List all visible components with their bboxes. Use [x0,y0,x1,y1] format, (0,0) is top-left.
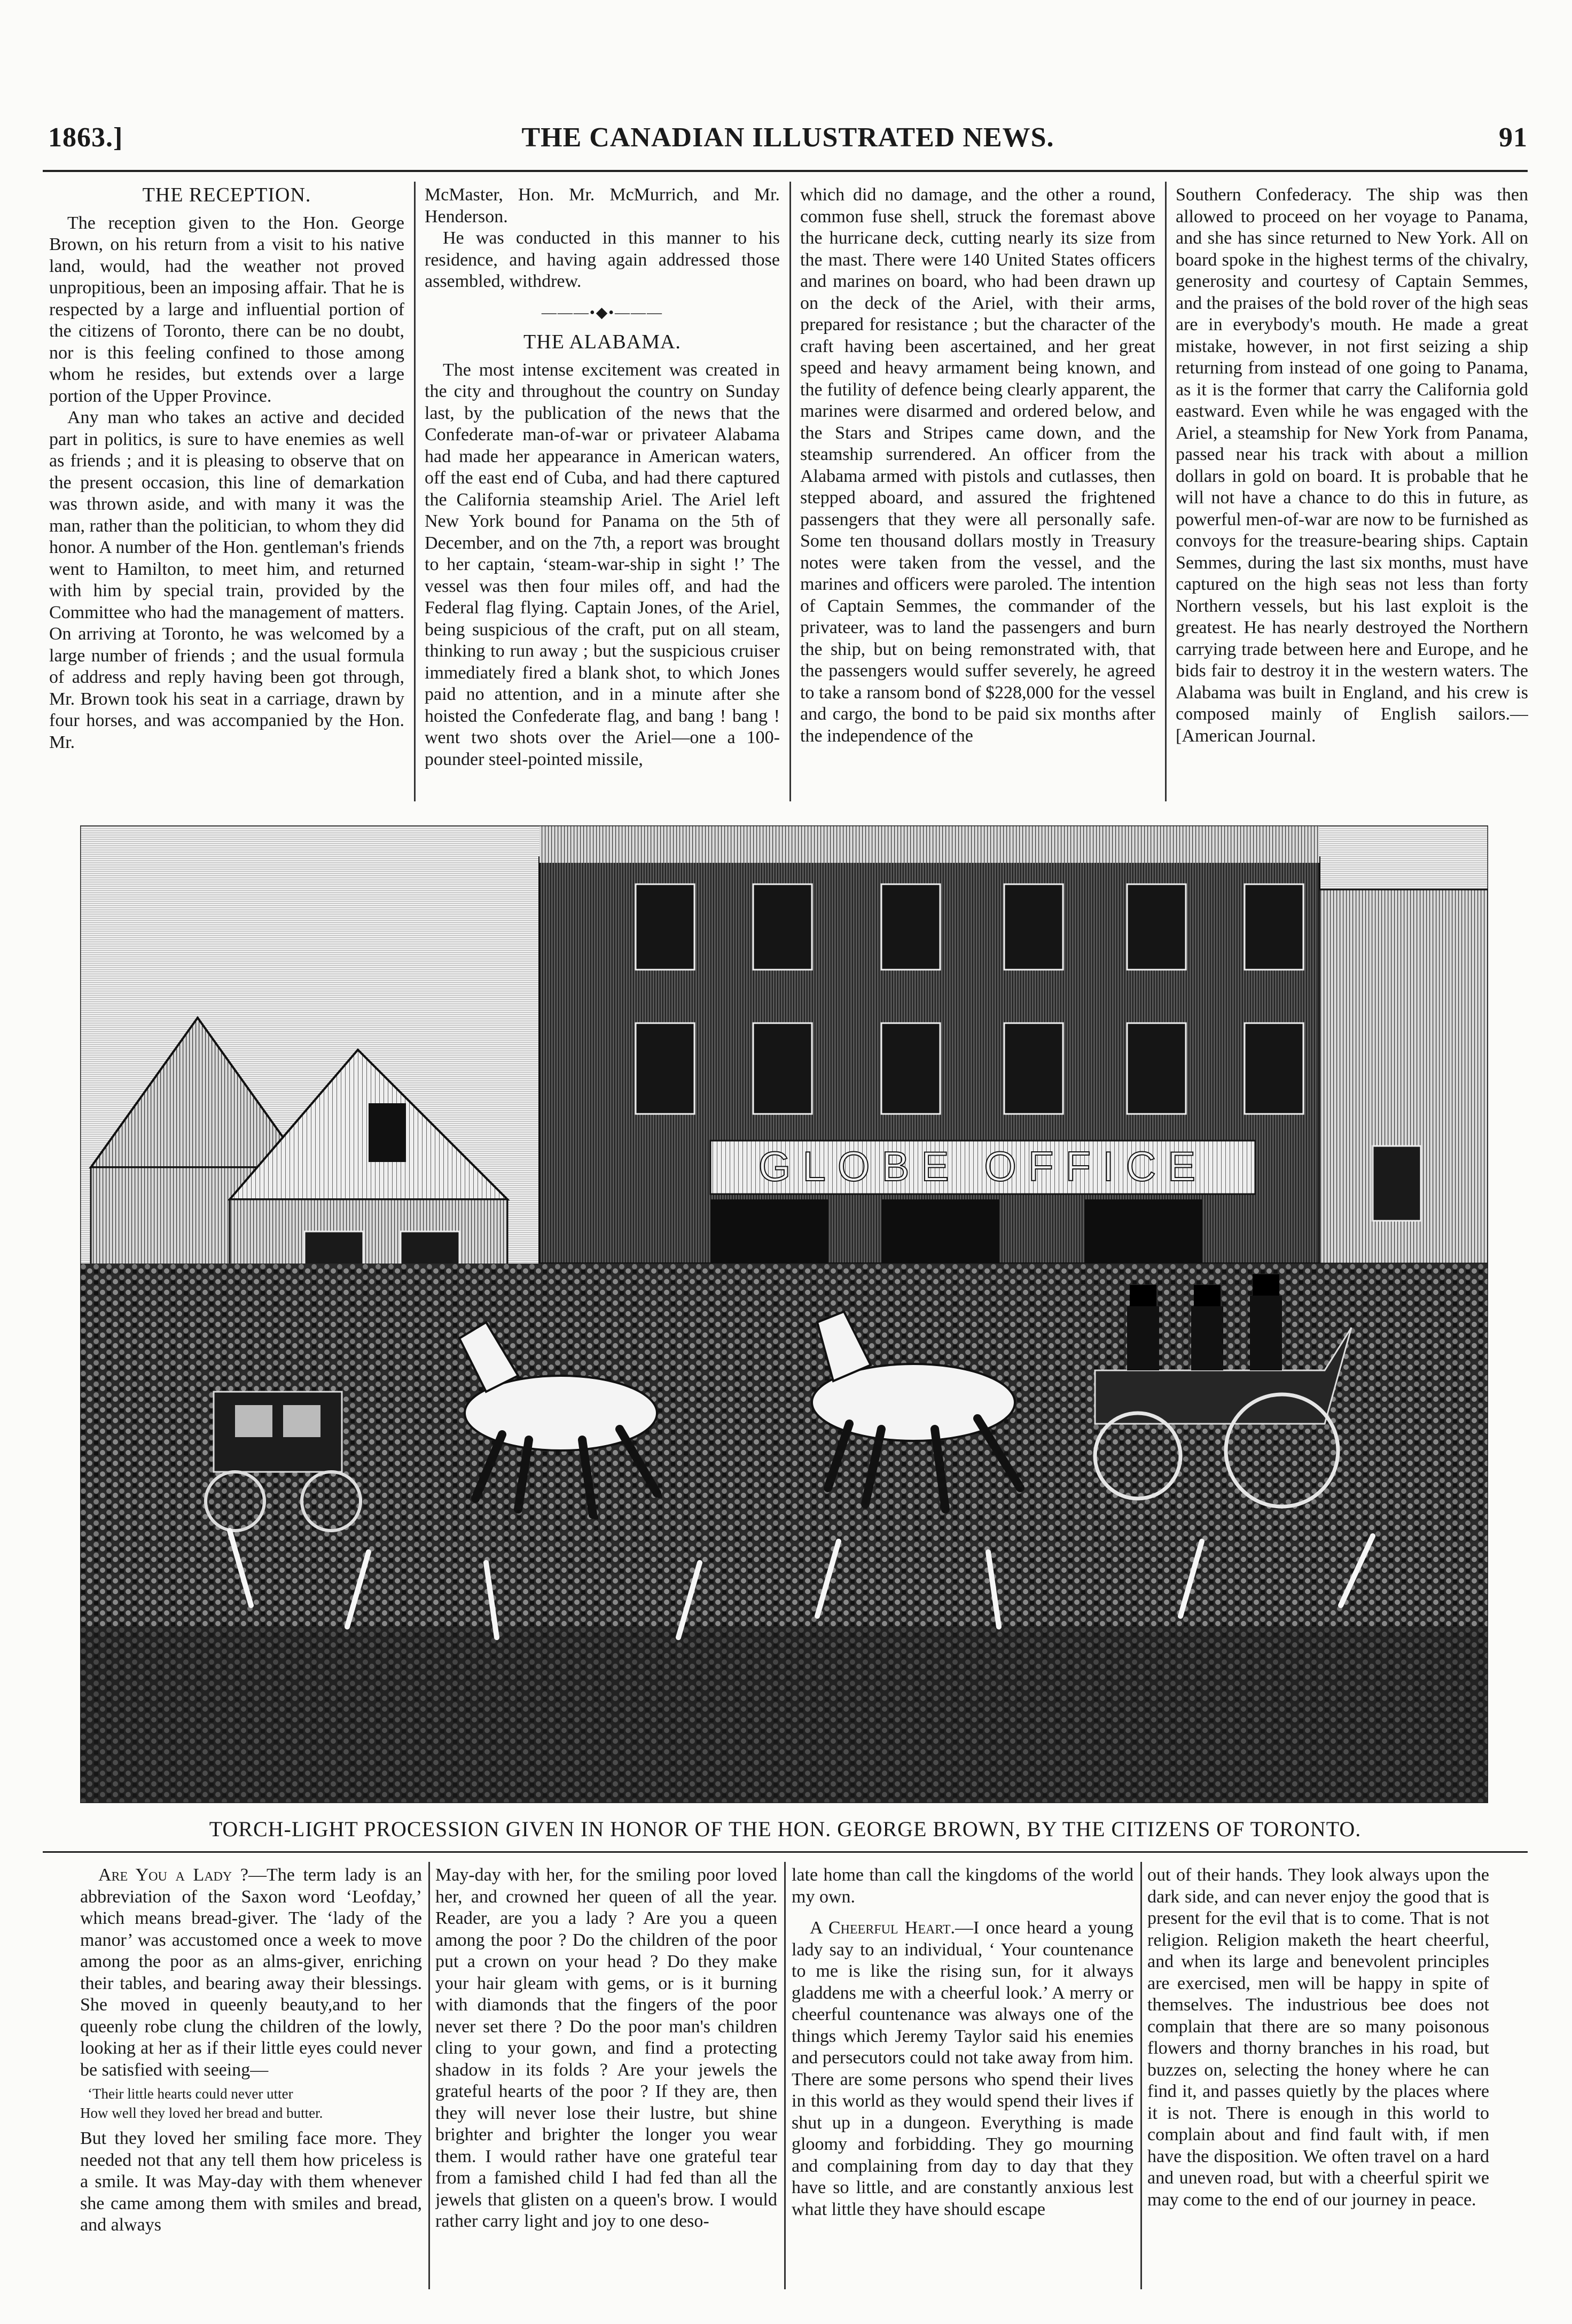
reception-continued: McMaster, Hon. Mr. McMurrich, and Mr. Henderson. [425,185,780,227]
page-number: 91 [1499,122,1528,153]
crowd-foreground [80,1627,1488,1803]
illustration-caption: TORCH-LIGHT PROCESSION GIVEN IN HONOR OF THE HON. GEORGE BROWN, BY THE CITIZENS OF TORONTO. [209,1817,1362,1841]
cheerful-paragraph-2: out of their hands. They look always upon the dark side, and can never enjoy the good that is present for the evil that is to come. That is not religion. Religion maketh the heart cheerful, and when its large and benevolent principles are exercised, men will be happy in spite of themselves. The industrious bee does not complain that there are so many poisonous flowers and thorny branches in his road, but buzzes on, selecting the honey where he can find it, and passes quietly by the places where it is not. There is enough in this world to complain about and find fault with, if men have the disposition. We often travel on a hard and uneven road, but with a cheerful spirit we may come to the end of our journey in peace. [1147,1865,1489,2210]
lady-lead: Are You a Lady ? [98,1865,248,1885]
poem-line-2: How well they loved her bread and butter. [80,2105,323,2121]
column-divider [414,182,416,801]
lady-paragraph-2: But they loved her smiling face more. They needed not that any tell them how priceless is a smile. It was May-day with them whenever she came among them with smiles and bread, and always [80,2128,422,2235]
article-alabama-end [1176,184,1528,796]
section-ornament: ———•◆•——— [541,304,663,321]
lady-paragraph-1: —The term lady is an abbreviation of the Saxon word ‘Leofday,’ which means bread-giver. The ‘lady of the manor’ was accustomed once a week to move among the poor as an alms-giver, enriching their tables, and bearing away their blessings. She moved in queenly beauty,and to her queenly robe clung the children of the lowly, looking at her as if their little eyes could never be satisfied with seeing— [80,1865,422,2080]
reception-paragraph-1: The reception given to the Hon. George Brown, on his return from a visit to his native land, would, had the weather not proved unpropitious, been an imposing affair. That he is respected by a large and influential portion of the citizens of Toronto, there can be no doubt, nor is this feeling confined to those among whom he resides, but extends over a large portion of the Upper Province. [49,213,404,406]
newspaper-title: THE CANADIAN ILLUSTRATED NEWS. [521,122,1054,153]
reception-paragraph-2: Any man who takes an active and decided part in politics, is sure to have enemies as well as friends ; and it is pleasing to observe that on the present occasion, this line of demarkation was thrown aside, and with many it was the man, rather than the politician, to whom they did honor. A number of the Hon. gentleman's friends went to Hamilton, to meet him, and returned with him by special train, provided by the Committee who had the management of matters. On arriving at Toronto, he was welcomed by a large number of friends ; and the usual formula of address and reply having been got through, Mr. Brown took his seat in a carriage, drawn by four horses, and was accompanied by the Hon. Mr. [49,408,404,752]
caption-rule [43,1851,1528,1853]
article-cheerful-heart [792,1865,1133,2287]
column-divider [1140,1862,1142,2289]
column-divider [1165,182,1167,801]
article-are-you-a-lady [80,1865,422,2287]
masthead-rule [43,170,1528,172]
article-lady-continued [435,1865,777,2287]
article-alabama-start [425,184,780,796]
alabama-paragraph-1: The most intense excitement was created in the city and throughout the country on Sunday last, by the publication of the news that the Confederate man-of-war or privateer Alabama had made her appearance in American waters, off the east end of Cuba, and had there captured the California steamship Ariel. The Ariel left New York bound for Panama on the 5th of December, and on the 7th, a report was brought to her captain, ‘steam-war-ship in sight !’ The vessel was then four miles off, and had the Federal flag flying. Captain Jones, of the Ariel, being suspicious of the craft, put on all steam, thinking to run away ; but the suspicious cruiser immediately fired a blank shot, to which Jones paid no attention, and in a minute after she hoisted the Confederate flag, and bang ! bang ! went two shots over the Ariel—one a 100-pounder steel-pointed missile, [425,360,780,769]
poem-line-1: ‘Their little hearts could never utter [88,2086,293,2102]
lady-paragraph-end: late home than call the kingdoms of the world my own. [792,1865,1133,1907]
issue-year: 1863.] [48,122,123,153]
heading-reception: THE RECEPTION. [142,184,311,206]
globe-office-sign: GLOBE OFFICE [758,1143,1208,1190]
right-window [1373,1146,1421,1221]
alabama-paragraph-3: Southern Confederacy. The ship was then allowed to proceed on her voyage to Panama, and she has since returned to New York. All on board spoke in the highest terms of the chivalry, generosity and courtesy of Captain Semmes, and the praises of the bold rover of the high seas are in everybody's mouth. He made a great mistake, however, in not first seizing a ship returning from instead of one going to Panama, as it is the former that carry the California gold eastward. Even while he was engaged with the Ariel, a steamship for New York from Panama, passed near his track with about a million dollars in gold on board. It is probable that he will not have a chance to do this in future, as powerful men-of-war are now to be furnished as convoys for the treasure-bearing ships. Captain Semmes, during the last six months, must have captured on the high seas not less than forty Northern vessels, but his last exploit is the greatest. He has nearly destroyed the Northern carrying trade between here and Europe, and he bids fair to destroy it in the western waters. The Alabama was built in England, and his crew is composed mainly of English sailors.—[American Journal. [1176,185,1528,746]
reception-paragraph-3: He was conducted in this manner to his residence, and having again addressed those assembled, withdrew. [425,228,780,291]
gable-window [369,1103,406,1162]
column-divider [784,1862,786,2289]
cheerful-lead: A Cheerful Heart. [810,1918,956,1938]
building-top [539,825,1319,863]
cheerful-paragraph-1: —I once heard a young lady say to an individual, ‘ Your countenance to me is like the rising sun, for it always gladdens me with a cheerful look.’ A merry or cheerful countenance was always one of the things which Jeremy Taylor said his enemies and persecutors could not take away from him. There are some persons who spend their lives in this world as they would spend their lives if shut up in a dungeon. Everything is made gloomy and forbidding. They go mourning and complaining from day to day that they have so little, and are constantly anxious lest what little they have should escape [792,1918,1133,2219]
torchlight-procession-engraving [80,825,1488,1803]
heading-alabama: THE ALABAMA. [523,331,681,353]
column-divider [789,182,791,801]
article-reception [49,184,404,796]
poem-quote [80,2084,422,2123]
alabama-paragraph-2: which did no damage, and the other a round, common fuse shell, struck the foremast above the hurricane deck, cutting nearly its size from the mast. There were 140 United States officers and marines on board, who had been drawn up on the deck of the Ariel, with their arms, prepared for resistance ; but the character of the craft having been ascertained, and her great speed and heavy armament being known, and the futility of defence being clearly apparent, the marines were disarmed and ordered below, and the Stars and Stripes came down, and the steamship surrendered. An officer from the Alabama armed with pistols and cutlasses, then stepped aboard, and assured the frightened passengers that they were all personally safe. Some ten thousand dollars mostly in Treasury notes were taken from the vessel, and the marines and officers were paroled. The intention of Captain Semmes, the commander of the privateer, was to land the passengers and burn the ship, but on being remonstrated with, that the passengers would suffer severely, he agreed to take a ransom bond of $228,000 for the vessel and cargo, the bond to be paid six months after the independence of the [800,185,1155,746]
lady-paragraph-3: May-day with her, for the smiling poor loved her, and crowned her queen of all the year. Reader, are you a lady ? Are you a queen among the poor ? Do the children of the poor put a crown on your head ? Do they make your hair gleam with gems, or is it burning with diamonds that the fingers of the poor never set there ? Do the poor man's children cling to your gown, and find a protecting shadow in its folds ? Are your jewels the grateful hearts of the poor ? If they are, then they will never lose their lustre, but shine brighter and brighter the longer you wear them. I would rather have one grateful tear from a famished child I had fed than all the jewels that glisten on a queen's brow. I would rather carry light and joy to one deso- [435,1865,777,2231]
article-cheerful-continued [1147,1865,1489,2287]
column-divider [428,1862,430,2289]
article-alabama-middle [800,184,1155,796]
masthead [48,122,1528,159]
